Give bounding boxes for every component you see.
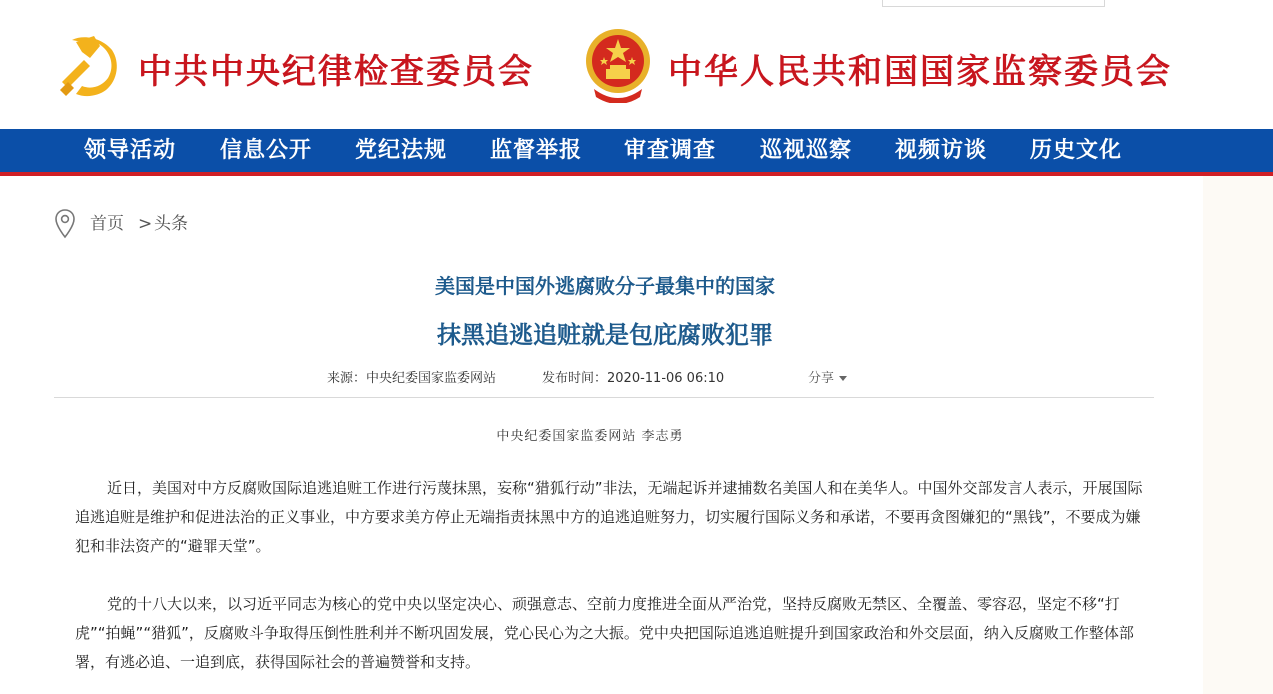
- site-header: [0, 0, 1273, 129]
- page-gutter: [1203, 176, 1273, 694]
- article-subtitle: 美国是中国外逃腐败分子最集中的国家: [435, 274, 775, 298]
- share-button[interactable]: [808, 369, 847, 389]
- article-title: 抹黑追逃追赃就是包庇腐败犯罪: [437, 321, 773, 349]
- chevron-down-icon: [839, 376, 847, 381]
- nav-item-inspection[interactable]: 巡视巡察: [760, 137, 853, 163]
- article-publish-time: 发布时间：2020-11-06 06:10: [542, 371, 725, 386]
- party-emblem-icon: [54, 32, 122, 100]
- breadcrumb-home-link[interactable]: 首页: [90, 214, 124, 234]
- main-nav: [0, 129, 1273, 176]
- breadcrumb-separator: >: [138, 214, 153, 234]
- article-paragraph-2: 党的十八大以来，以习近平同志为核心的党中央以坚定决心、顽强意志、空前力度推进全面从严治党，坚持反腐败无禁区、全覆盖、零容忍，坚定不移“打虎”“拍蝇”“猎狐”，反腐败斗争取得压倒性胜利并不断巩固发展，党心民心为之大振。党中央把国际追逃追赃提升到国家政治和外交层面，纳入反腐败工作整体部署，有逃必追、一追到底，获得国际社会的普遍赞誉和支持。: [75, 595, 1134, 671]
- nav-item-video[interactable]: 视频访谈: [895, 137, 988, 163]
- cpc-ccdi-title[interactable]: 中共中央纪律检查委员会: [138, 52, 534, 92]
- article-byline: 中央纪委国家监委网站 李志勇: [496, 429, 684, 444]
- nav-item-investigation[interactable]: 审查调查: [624, 137, 717, 163]
- nav-item-information[interactable]: 信息公开: [220, 137, 313, 163]
- nav-item-reporting[interactable]: 监督举报: [490, 137, 583, 163]
- share-label: 分享: [808, 371, 835, 386]
- breadcrumb-current[interactable]: 头条: [154, 214, 188, 234]
- article-paragraph-1: 近日，美国对中方反腐败国际追逃追赃工作进行污蔑抹黑，妄称“猎狐行动”非法，无端起诉并逮捕数名美国人和在美华人。中国外交部发言人表示，开展国际追逃追赃是维护和促进法治的正义事业，中方要求美方停止无端指责抹黑中方的追逃追赃努力，切实履行国际义务和承诺，不要再贪图嫌犯的“黑钱”，不要成为嫌犯和非法资产的“避罪天堂”。: [75, 479, 1143, 555]
- national-emblem-icon: [584, 27, 652, 103]
- nav-item-leadership[interactable]: 领导活动: [84, 137, 177, 163]
- nsc-title[interactable]: 中华人民共和国国家监察委员会: [668, 52, 1172, 92]
- divider: [54, 397, 1154, 398]
- article-source: 来源：中央纪委国家监委网站: [327, 371, 497, 386]
- nav-item-history[interactable]: 历史文化: [1030, 137, 1123, 163]
- nav-item-regulations[interactable]: 党纪法规: [355, 137, 448, 163]
- location-pin-icon: [54, 208, 76, 240]
